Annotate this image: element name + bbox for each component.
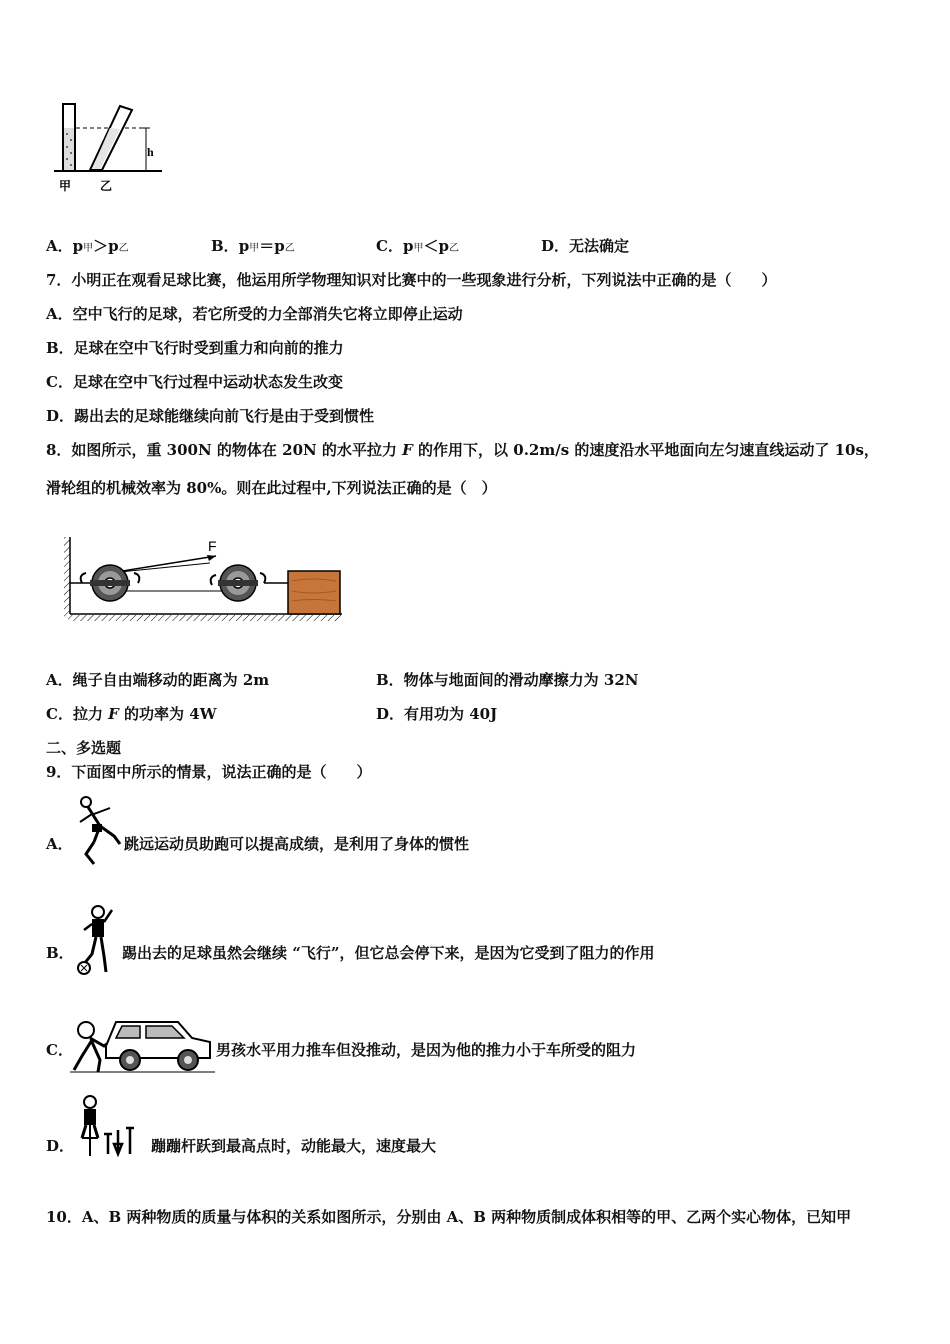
q7-stem: 7．小明正在观看足球比赛，他运用所学物理知识对比赛中的一些现象进行分析，下列说法中正确的是（ ） (46, 271, 777, 289)
tube-yi-label: 乙 (100, 179, 113, 193)
q9-stem: 9．下面图中所示的情景，说法正确的是（ ） (46, 763, 372, 781)
pulley-right-icon (211, 565, 266, 601)
q9-option-d-letter[interactable]: D． (46, 1137, 75, 1155)
q6-option-b[interactable]: B．p甲＝p乙 (211, 237, 295, 255)
q8-stem-line1: 8．如图所示，重 300N 的物体在 20N 的水平拉力 F 的作用下，以 0.2m/s 的速度沿水平地面向左匀速直线运动了 10s， (46, 441, 879, 459)
q9-option-a-text[interactable]: 跳远运动员助跑可以提高成绩，是利用了身体的惯性 (124, 835, 470, 853)
q8-option-b[interactable]: B．物体与地面间的滑动摩擦力为 32N (376, 671, 639, 689)
q9-option-d-text[interactable]: 蹦蹦杆跃到最高点时，动能最大，速度最大 (151, 1137, 437, 1155)
tubes-figure (50, 98, 170, 198)
h-label: h (147, 145, 154, 159)
q6-option-c[interactable]: C．p甲＜p乙 (376, 237, 459, 255)
q7-option-a[interactable]: A．空中飞行的足球，若它所受的力全部消失它将立即停止运动 (46, 305, 463, 323)
pulley-figure (60, 535, 350, 627)
q8-option-c[interactable]: C．拉力 F 的功率为 4W (46, 705, 217, 723)
q6-option-a[interactable]: A．p甲＞p乙 (46, 237, 129, 255)
soccer-player-icon (70, 902, 124, 978)
q8-option-d[interactable]: D．有用功为 40J (376, 705, 498, 723)
q8-option-a[interactable]: A．绳子自由端移动的距离为 2m (46, 671, 270, 689)
q9-option-a-letter[interactable]: A． (46, 835, 73, 853)
q9-option-b-text[interactable]: 踢出去的足球虽然会继续 “飞行”，但它总会停下来，是因为它受到了阻力的作用 (122, 944, 655, 962)
tube-jia-label: 甲 (59, 179, 72, 193)
q7-option-b[interactable]: B．足球在空中飞行时受到重力和向前的推力 (46, 339, 344, 357)
section-multiple-choice-title: 二、多选题 (46, 739, 122, 757)
q7-option-c[interactable]: C．足球在空中飞行过程中运动状态发生改变 (46, 373, 343, 391)
boy-pushing-car-icon (70, 1012, 215, 1077)
q9-option-b-letter[interactable]: B． (46, 944, 74, 962)
force-f-label: F (208, 538, 217, 554)
q8-stem-line2: 滑轮组的机械效率为 80%。则在此过程中,下列说法正确的是（ ） (46, 479, 497, 497)
q6-option-d[interactable]: D．无法确定 (541, 237, 630, 255)
long-jumper-icon (70, 794, 124, 870)
q9-option-c-text[interactable]: 男孩水平用力推车但没推动，是因为他的推力小于车所受的阻力 (216, 1041, 637, 1059)
pogo-stick-icon (74, 1094, 150, 1164)
q10-stem: 10．A、B 两种物质的质量与体积的关系如图所示，分别由 A、B 两种物质制成体积相等的甲、乙两个实心物体，已知甲 (46, 1208, 852, 1226)
q9-option-c-letter[interactable]: C． (46, 1041, 73, 1059)
q7-option-d[interactable]: D．踢出去的足球能继续向前飞行是由于受到惯性 (46, 407, 375, 425)
